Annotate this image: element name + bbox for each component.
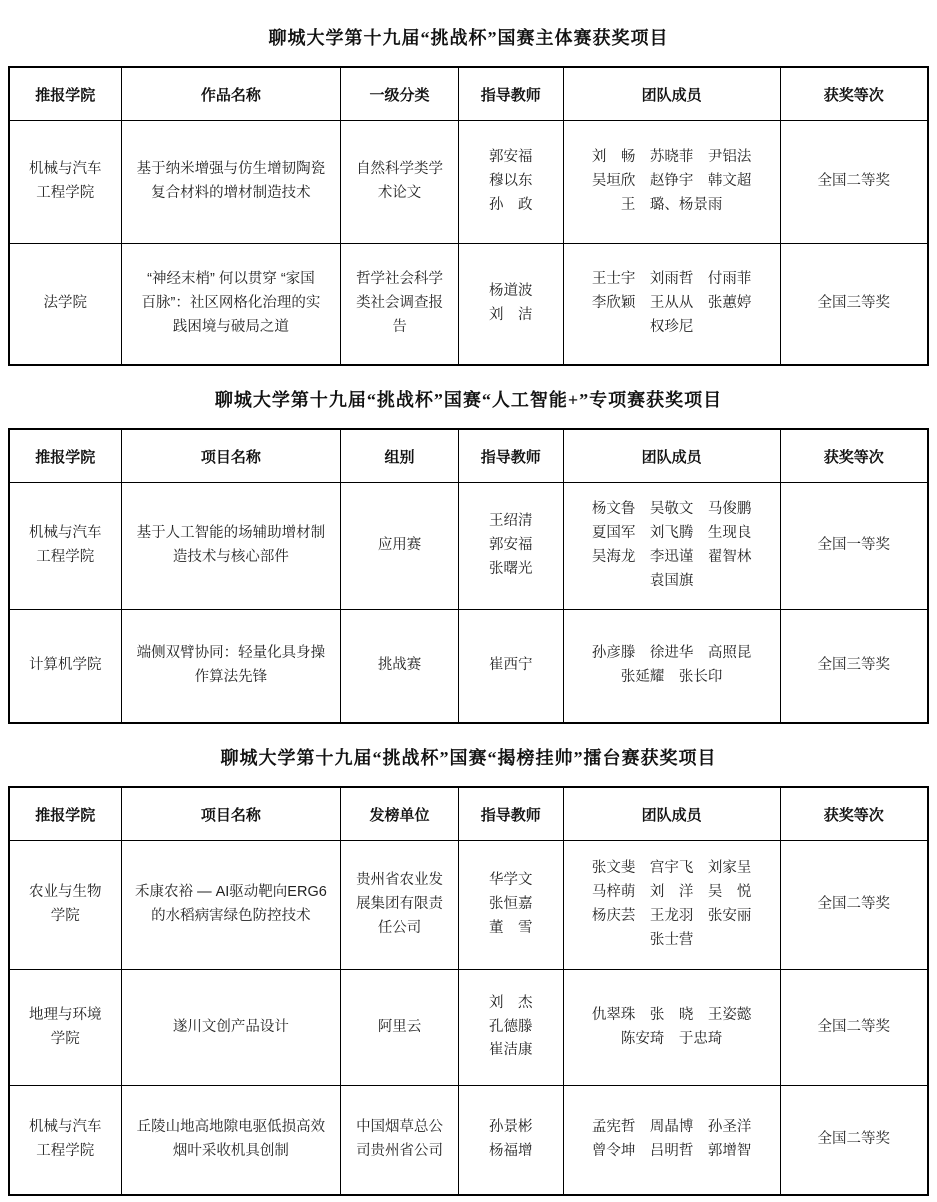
col-header-project-name: 项目名称 — [121, 429, 341, 483]
cell-college: 法学院 — [9, 244, 121, 366]
table-title: 聊城大学第十九届“挑战杯”国赛“揭榜挂帅”擂台赛获奖项目 — [220, 748, 717, 768]
cell-project-name: 基于人工智能的场辅助增材制 造技术与核心部件 — [121, 483, 341, 610]
cell-project-name: 禾康农裕 — AI驱动靶向ERG6 的水稻病害绿色防控技术 — [121, 841, 341, 970]
table-row — [9, 610, 928, 724]
cell-teachers: 郭安福 穆以东 孙 政 — [458, 121, 563, 244]
cell-teachers: 王绍清 郭安福 张曙光 — [458, 483, 563, 610]
cell-category: 哲学社会科学 类社会调查报 告 — [341, 244, 459, 366]
cell-work-name: 基于纳米增强与仿生增韧陶瓷 复合材料的增材制造技术 — [121, 121, 341, 244]
col-header-award: 获奖等次 — [780, 429, 928, 483]
col-header-project-name: 项目名称 — [121, 787, 341, 841]
cell-project-name: 丘陵山地高地隙电驱低损高效 烟叶采收机具创制 — [121, 1086, 341, 1196]
cell-teachers: 杨道波 刘 洁 — [458, 244, 563, 366]
header-row — [9, 787, 928, 841]
header-row — [9, 429, 928, 483]
cell-award: 全国三等奖 — [780, 610, 928, 724]
col-header-college: 推报学院 — [9, 429, 121, 483]
award-table-ai — [8, 428, 929, 724]
col-header-issuing-unit: 发榜单位 — [341, 787, 459, 841]
col-header-college: 推报学院 — [9, 787, 121, 841]
cell-teachers: 刘 杰 孔德滕 崔洁康 — [458, 970, 563, 1086]
cell-members: 刘 畅 苏晓菲 尹铝法 吴垣欣 赵铮宇 韩文超 王 璐、杨景雨 — [563, 121, 780, 244]
cell-teachers: 崔西宁 — [458, 610, 563, 724]
cell-members: 杨文鲁 吴敬文 马俊鹏 夏国军 刘飞腾 生现良 吴海龙 李迅谨 翟智林 袁国旗 — [563, 483, 780, 610]
cell-issuing-unit: 阿里云 — [341, 970, 459, 1086]
table-row — [9, 244, 928, 366]
cell-issuing-unit: 贵州省农业发 展集团有限责 任公司 — [341, 841, 459, 970]
col-header-members: 团队成员 — [563, 787, 780, 841]
award-table-main — [8, 66, 929, 366]
table-row — [9, 1086, 928, 1196]
cell-members: 仇翠珠 张 晓 王姿懿 陈安琦 于忠琦 — [563, 970, 780, 1086]
col-header-group: 组别 — [341, 429, 459, 483]
section-ai-special-competition — [8, 366, 929, 724]
cell-award: 全国二等奖 — [780, 970, 928, 1086]
cell-award: 全国一等奖 — [780, 483, 928, 610]
cell-members: 张文斐 宫宇飞 刘家呈 马梓萌 刘 洋 吴 悦 杨庆芸 王龙羽 张安丽 张士营 — [563, 841, 780, 970]
col-header-teachers: 指导教师 — [458, 429, 563, 483]
col-header-category: 一级分类 — [341, 67, 459, 121]
cell-college: 机械与汽车 工程学院 — [9, 121, 121, 244]
cell-award: 全国二等奖 — [780, 841, 928, 970]
table-title: 聊城大学第十九届“挑战杯”国赛主体赛获奖项目 — [268, 28, 669, 48]
cell-issuing-unit: 中国烟草总公 司贵州省公司 — [341, 1086, 459, 1196]
cell-college: 机械与汽车 工程学院 — [9, 483, 121, 610]
col-header-members: 团队成员 — [563, 67, 780, 121]
section-jiebang-competition — [8, 724, 929, 1196]
cell-college: 农业与生物 学院 — [9, 841, 121, 970]
table-row — [9, 121, 928, 244]
table-row — [9, 483, 928, 610]
cell-award: 全国三等奖 — [780, 244, 928, 366]
table-row — [9, 970, 928, 1086]
cell-award: 全国二等奖 — [780, 1086, 928, 1196]
cell-college: 机械与汽车 工程学院 — [9, 1086, 121, 1196]
cell-college: 地理与环境 学院 — [9, 970, 121, 1086]
header-row — [9, 67, 928, 121]
cell-teachers: 华学文 张恒嘉 董 雪 — [458, 841, 563, 970]
section-main-competition — [8, 4, 929, 366]
table-title: 聊城大学第十九届“挑战杯”国赛“人工智能+”专项赛获奖项目 — [214, 390, 723, 410]
cell-group: 应用赛 — [341, 483, 459, 610]
cell-members: 孙彦滕 徐进华 高照昆 张延耀 张长印 — [563, 610, 780, 724]
col-header-teachers: 指导教师 — [458, 67, 563, 121]
cell-category: 自然科学类学 术论文 — [341, 121, 459, 244]
col-header-members: 团队成员 — [563, 429, 780, 483]
col-header-award: 获奖等次 — [780, 787, 928, 841]
cell-members: 王士宇 刘雨哲 付雨菲 李欣颖 王从从 张蕙婷 权珍尼 — [563, 244, 780, 366]
cell-group: 挑战赛 — [341, 610, 459, 724]
table-row — [9, 841, 928, 970]
cell-members: 孟宪哲 周晶博 孙圣洋 曾令坤 吕明哲 郭增智 — [563, 1086, 780, 1196]
col-header-teachers: 指导教师 — [458, 787, 563, 841]
cell-work-name: “神经末梢” 何以贯穿 “家国 百脉”：社区网格化治理的实 践困境与破局之道 — [121, 244, 341, 366]
cell-teachers: 孙景彬 杨福增 — [458, 1086, 563, 1196]
cell-college: 计算机学院 — [9, 610, 121, 724]
cell-project-name: 端侧双臂协同：轻量化具身操 作算法先锋 — [121, 610, 341, 724]
cell-award: 全国二等奖 — [780, 121, 928, 244]
cell-project-name: 遂川文创产品设计 — [121, 970, 341, 1086]
col-header-work-name: 作品名称 — [121, 67, 341, 121]
col-header-college: 推报学院 — [9, 67, 121, 121]
col-header-award: 获奖等次 — [780, 67, 928, 121]
award-table-jiebang — [8, 786, 929, 1196]
